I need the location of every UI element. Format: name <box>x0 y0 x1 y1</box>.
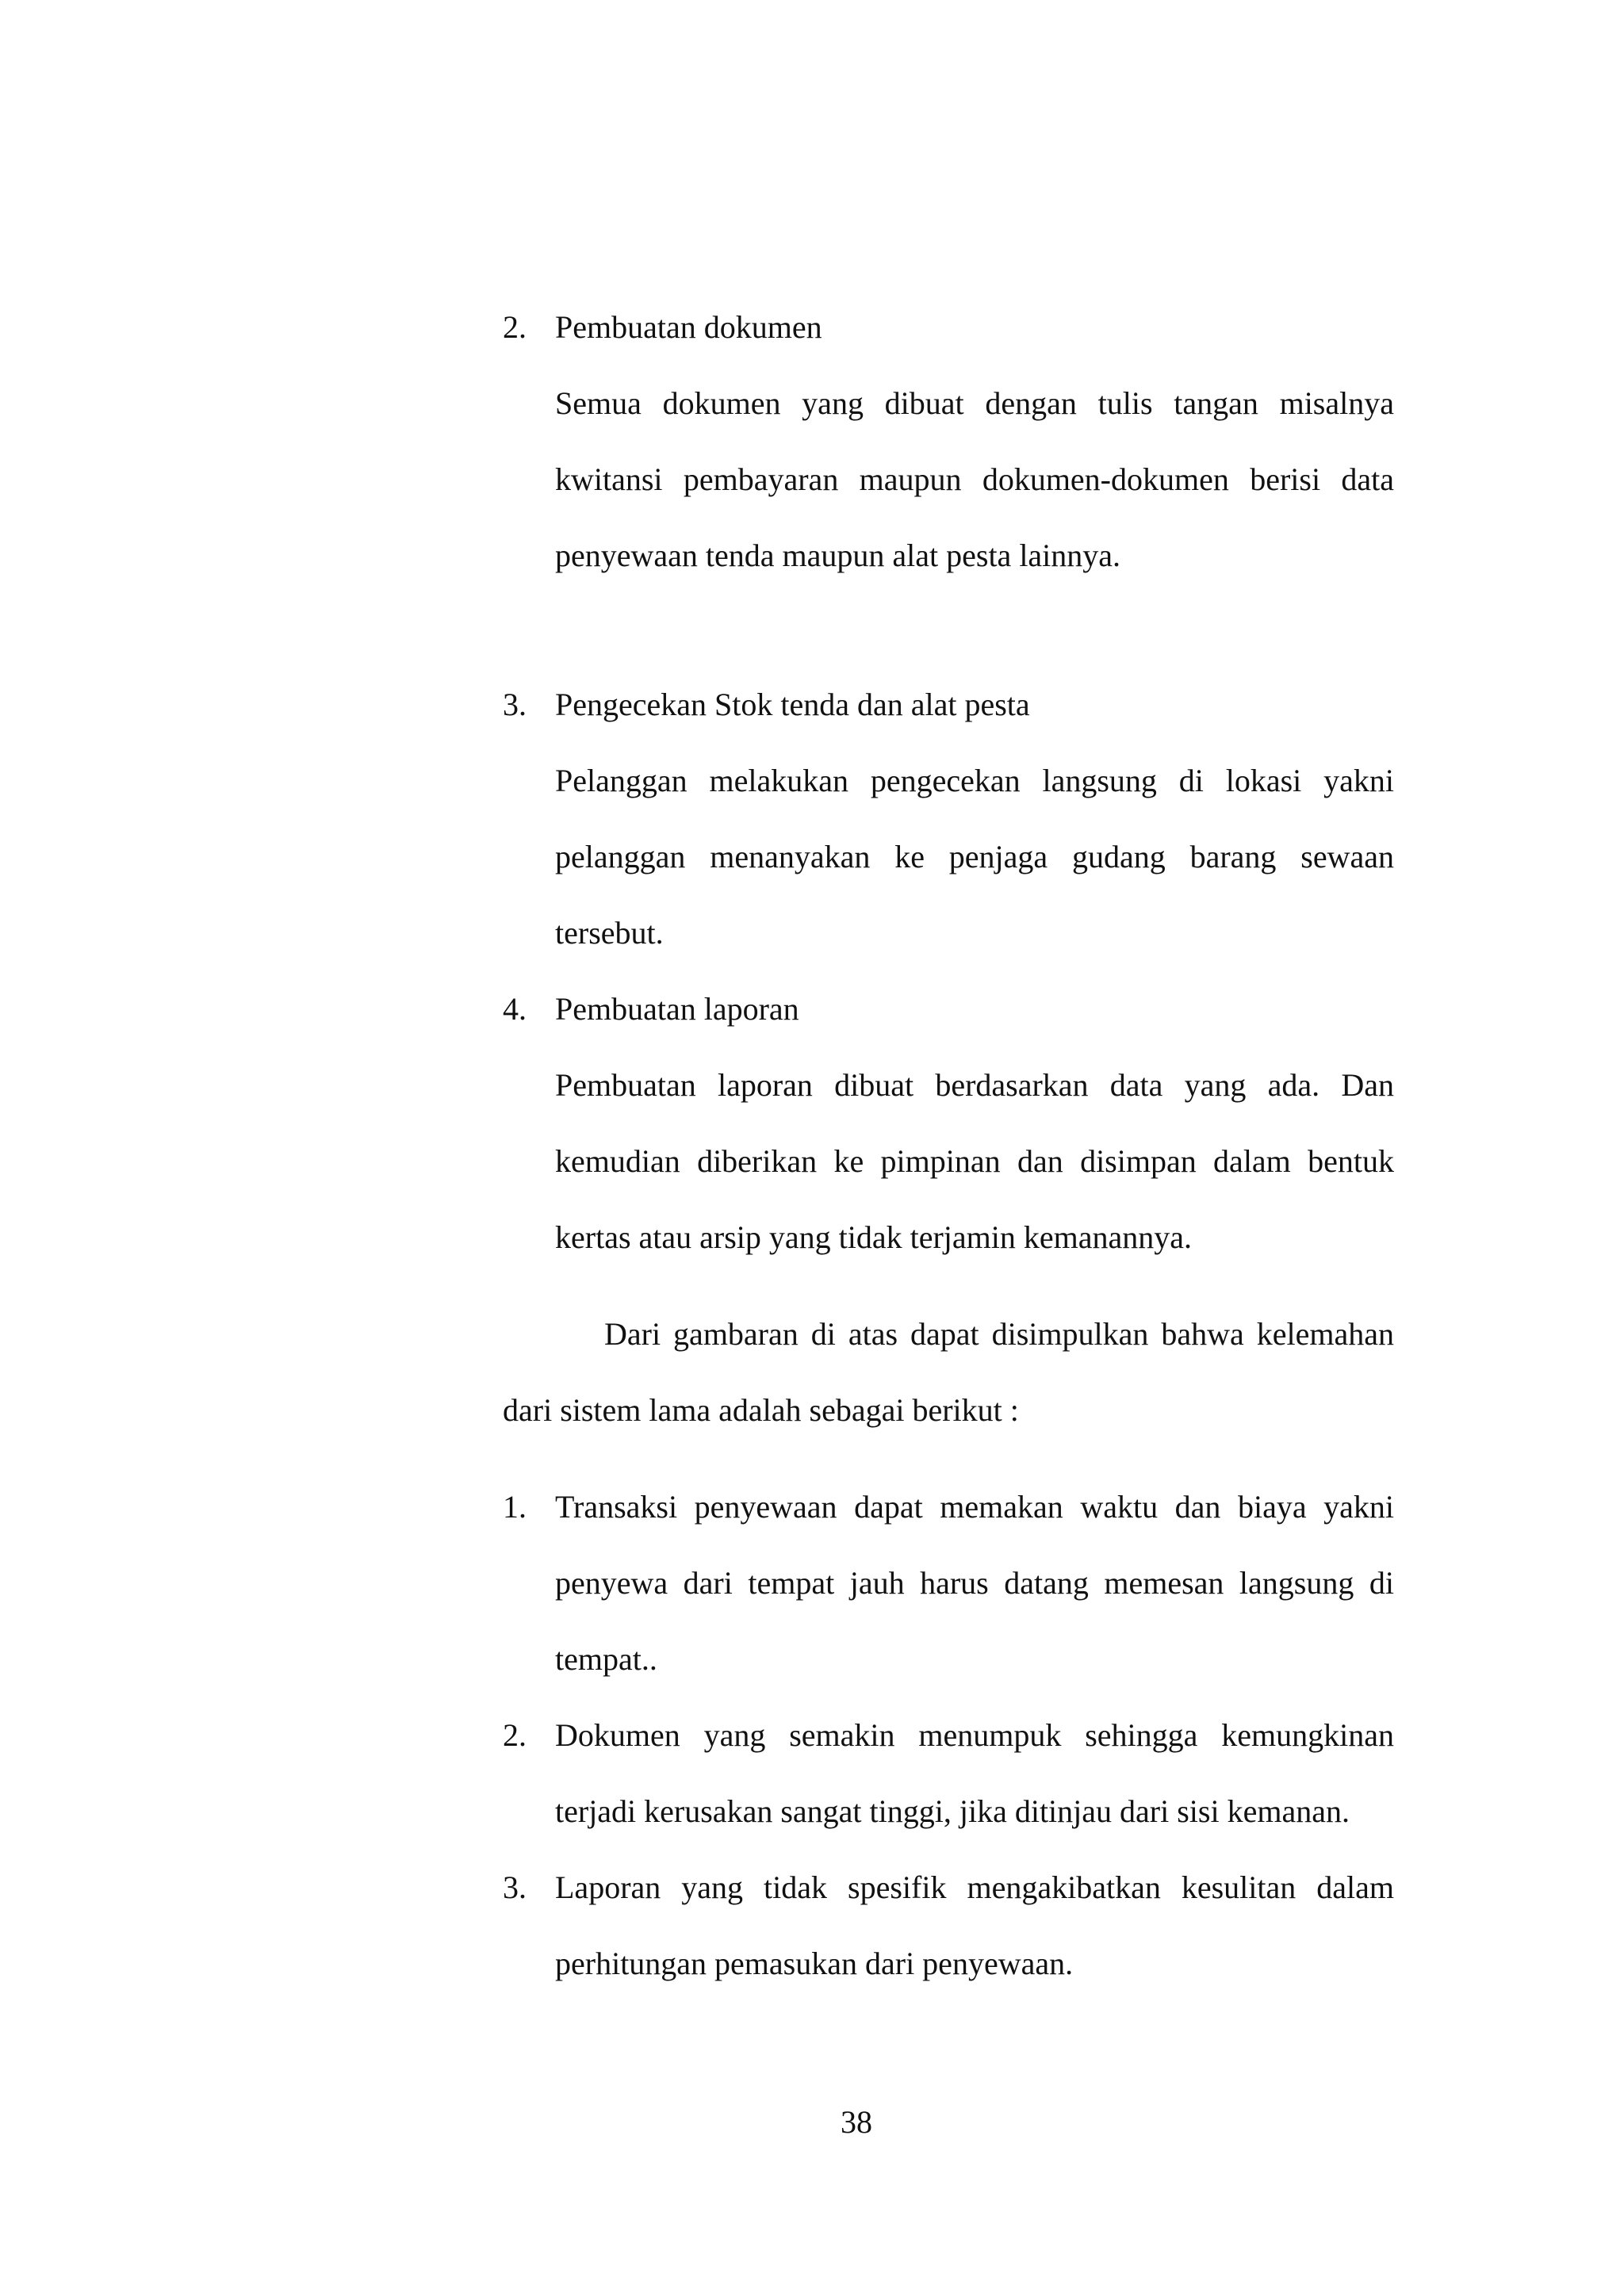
paragraph-line: Dokumen yang semakin menumpuk sehingga kemungkinan <box>555 1717 1394 1753</box>
paragraph-line: kemudian diberikan ke pimpinan dan disimpan dalam bentuk <box>555 1143 1394 1179</box>
paragraph-line: penyewaan tenda maupun alat pesta lainnya. <box>555 538 1121 573</box>
list-item-number: 4. <box>503 991 527 1027</box>
list-item-number: 1. <box>503 1489 527 1525</box>
list-item-title: Pembuatan laporan <box>555 991 799 1027</box>
list-item-number: 2. <box>503 309 527 345</box>
paragraph-line: Pembuatan laporan dibuat berdasarkan data yang ada. Dan <box>555 1067 1394 1103</box>
list-item-number: 3. <box>503 1869 527 1905</box>
list-item-title: Pembuatan dokumen <box>555 309 822 345</box>
paragraph-line: Pelanggan melakukan pengecekan langsung di lokasi yakni <box>555 763 1394 798</box>
page-number: 38 <box>841 2104 872 2140</box>
list-item-number: 2. <box>503 1717 527 1753</box>
list-item-number: 3. <box>503 687 527 722</box>
list-item-title: Pengecekan Stok tenda dan alat pesta <box>555 687 1030 722</box>
paragraph-line: kwitansi pembayaran maupun dokumen-dokumen berisi data <box>555 461 1394 497</box>
summary-line: dari sistem lama adalah sebagai berikut : <box>503 1392 1019 1428</box>
paragraph-line: Transaksi penyewaan dapat memakan waktu dan biaya yakni <box>555 1489 1394 1525</box>
paragraph-line: terjadi kerusakan sangat tinggi, jika ditinjau dari sisi kemanan. <box>555 1793 1350 1829</box>
paragraph-line: pelanggan menanyakan ke penjaga gudang barang sewaan <box>555 839 1394 874</box>
paragraph-line: Semua dokumen yang dibuat dengan tulis tangan misalnya <box>555 385 1394 421</box>
paragraph-line: perhitungan pemasukan dari penyewaan. <box>555 1946 1074 1981</box>
paragraph-line: kertas atau arsip yang tidak terjamin kemanannya. <box>555 1219 1193 1255</box>
paragraph-line: penyewa dari tempat jauh harus datang memesan langsung di <box>555 1565 1394 1601</box>
summary-line: Dari gambaran di atas dapat disimpulkan bahwa kelemahan <box>604 1316 1394 1352</box>
paragraph-line: tersebut. <box>555 915 664 951</box>
paragraph-line: tempat.. <box>555 1641 657 1677</box>
paragraph-line: Laporan yang tidak spesifik mengakibatkan kesulitan dalam <box>555 1869 1394 1905</box>
